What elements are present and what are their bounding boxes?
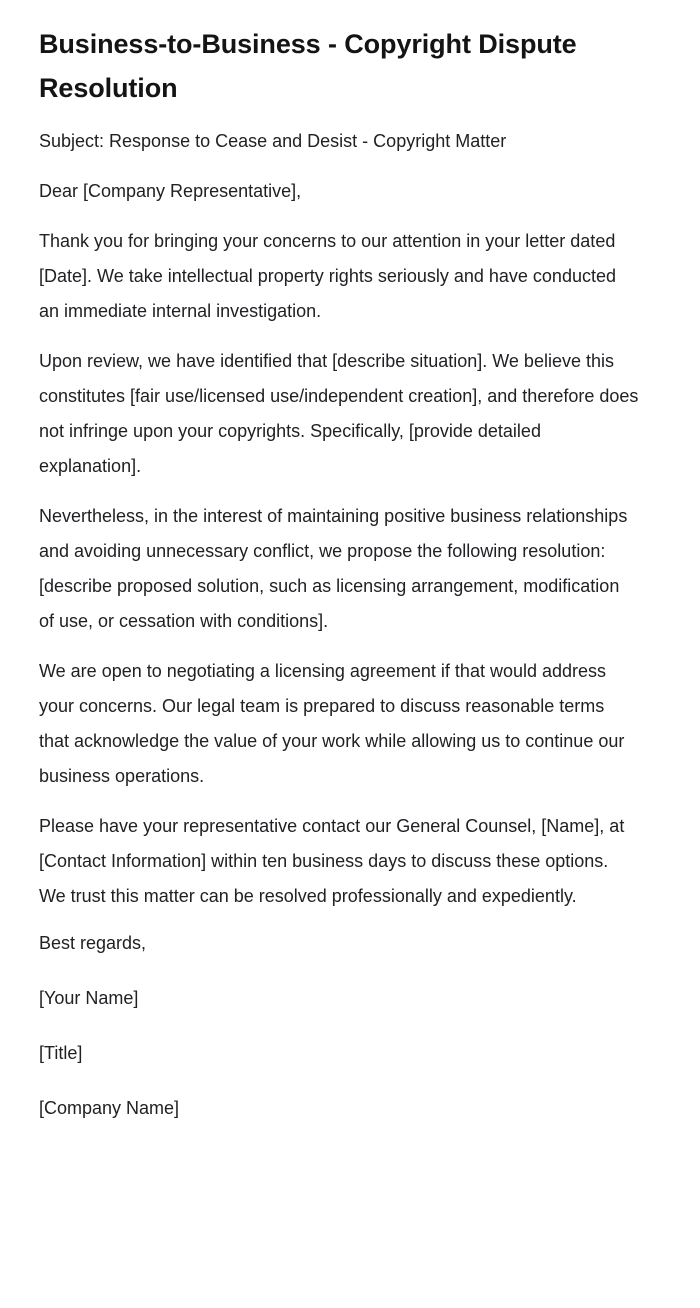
subject-line: Subject: Response to Cease and Desist - Copyright Matter: [39, 131, 507, 151]
body-paragraph-3: Nevertheless, in the interest of maintaining positive business relationships and avoiding unnecessary conflict, we propose the following resolution: [describe proposed solution, such as licensing arrangement, modification of use, or cessation with conditions].: [39, 506, 628, 631]
body-paragraph-2: Upon review, we have identified that [describe situation]. We believe this constitutes [fair use/licensed use/independent creation], and therefore does not infringe upon your copyrights. Specifically, [provide detailed explanation].: [39, 351, 639, 476]
signature-block: [39, 926, 660, 1126]
page-title: Business-to-Business - Copyright Dispute Resolution: [39, 29, 577, 103]
salutation: Dear [Company Representative],: [39, 181, 302, 201]
body-paragraph-1: Thank you for bringing your concerns to our attention in your letter dated [Date]. We take intellectual property rights seriously and have conducted an immediate internal investigation.: [39, 231, 616, 321]
body-paragraph-5: Please have your representative contact our General Counsel, [Name], at [Contact Information] within ten business days to discuss these options. We trust this matter can be resolved professionally and expediently.: [39, 816, 625, 906]
signature-company: [Company Name]: [39, 1098, 180, 1118]
signature-title: [Title]: [39, 1043, 83, 1063]
signature-name: [Your Name]: [39, 988, 139, 1008]
closing-salutation: Best regards,: [39, 933, 147, 953]
body-paragraph-4: We are open to negotiating a licensing agreement if that would address your concerns. Our legal team is prepared to discuss reasonable terms that acknowledge the value of your work while allowing us to continue our business operations.: [39, 661, 625, 786]
letter-body: [39, 124, 660, 914]
